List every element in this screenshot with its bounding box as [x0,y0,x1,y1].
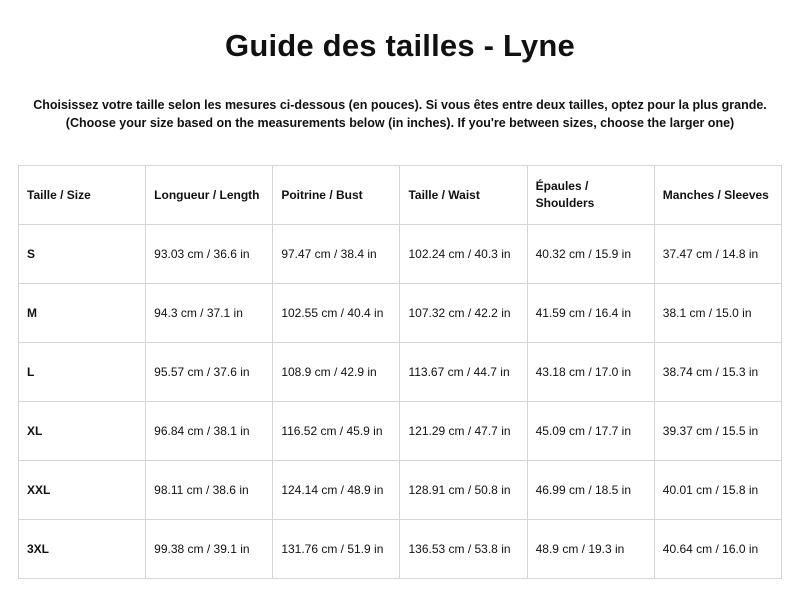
length-cell: 95.57 cm / 37.6 in [146,343,273,402]
column-header-sleeves: Manches / Sleeves [654,166,781,225]
table-row [19,461,782,520]
waist-cell: 102.24 cm / 40.3 in [400,225,527,284]
bust-cell: 131.76 cm / 51.9 in [273,520,400,579]
page-title: Guide des tailles - Lyne [225,28,575,63]
size-label-cell: XXL [19,461,146,520]
column-header-waist: Taille / Waist [400,166,527,225]
column-header-bust: Poitrine / Bust [273,166,400,225]
length-cell: 93.03 cm / 36.6 in [146,225,273,284]
length-cell: 98.11 cm / 38.6 in [146,461,273,520]
waist-cell: 128.91 cm / 50.8 in [400,461,527,520]
instructions-english: (Choose your size based on the measurements below (in inches). If you're between sizes, choose the larger one) [65,116,735,130]
size-label-cell: M [19,284,146,343]
waist-cell: 113.67 cm / 44.7 in [400,343,527,402]
instructions-french: Choisissez votre taille selon les mesures ci-dessous (en pouces). Si vous êtes entre deux tailles, optez pour la plus grande. [33,98,767,112]
length-cell: 99.38 cm / 39.1 in [146,520,273,579]
table-row [19,284,782,343]
table-header-row [19,166,782,225]
table-row [19,225,782,284]
shoulders-cell: 46.99 cm / 18.5 in [527,461,654,520]
shoulders-cell: 45.09 cm / 17.7 in [527,402,654,461]
column-header-length: Longueur / Length [146,166,273,225]
sleeves-cell: 38.1 cm / 15.0 in [654,284,781,343]
size-label-cell: L [19,343,146,402]
size-label-cell: S [19,225,146,284]
waist-cell: 121.29 cm / 47.7 in [400,402,527,461]
table-row [19,520,782,579]
sleeves-cell: 40.64 cm / 16.0 in [654,520,781,579]
waist-cell: 107.32 cm / 42.2 in [400,284,527,343]
size-label-cell: XL [19,402,146,461]
length-cell: 96.84 cm / 38.1 in [146,402,273,461]
column-header-shoulders: Épaules / Shoulders [527,166,654,225]
size-instructions [0,96,800,132]
sleeves-cell: 38.74 cm / 15.3 in [654,343,781,402]
sleeves-cell: 39.37 cm / 15.5 in [654,402,781,461]
table-row [19,402,782,461]
bust-cell: 108.9 cm / 42.9 in [273,343,400,402]
column-header-size: Taille / Size [19,166,146,225]
waist-cell: 136.53 cm / 53.8 in [400,520,527,579]
size-chart-table [18,165,782,579]
sleeves-cell: 40.01 cm / 15.8 in [654,461,781,520]
length-cell: 94.3 cm / 37.1 in [146,284,273,343]
bust-cell: 102.55 cm / 40.4 in [273,284,400,343]
sleeves-cell: 37.47 cm / 14.8 in [654,225,781,284]
shoulders-cell: 43.18 cm / 17.0 in [527,343,654,402]
shoulders-cell: 41.59 cm / 16.4 in [527,284,654,343]
shoulders-cell: 48.9 cm / 19.3 in [527,520,654,579]
size-label-cell: 3XL [19,520,146,579]
bust-cell: 116.52 cm / 45.9 in [273,402,400,461]
shoulders-cell: 40.32 cm / 15.9 in [527,225,654,284]
bust-cell: 97.47 cm / 38.4 in [273,225,400,284]
bust-cell: 124.14 cm / 48.9 in [273,461,400,520]
table-row [19,343,782,402]
